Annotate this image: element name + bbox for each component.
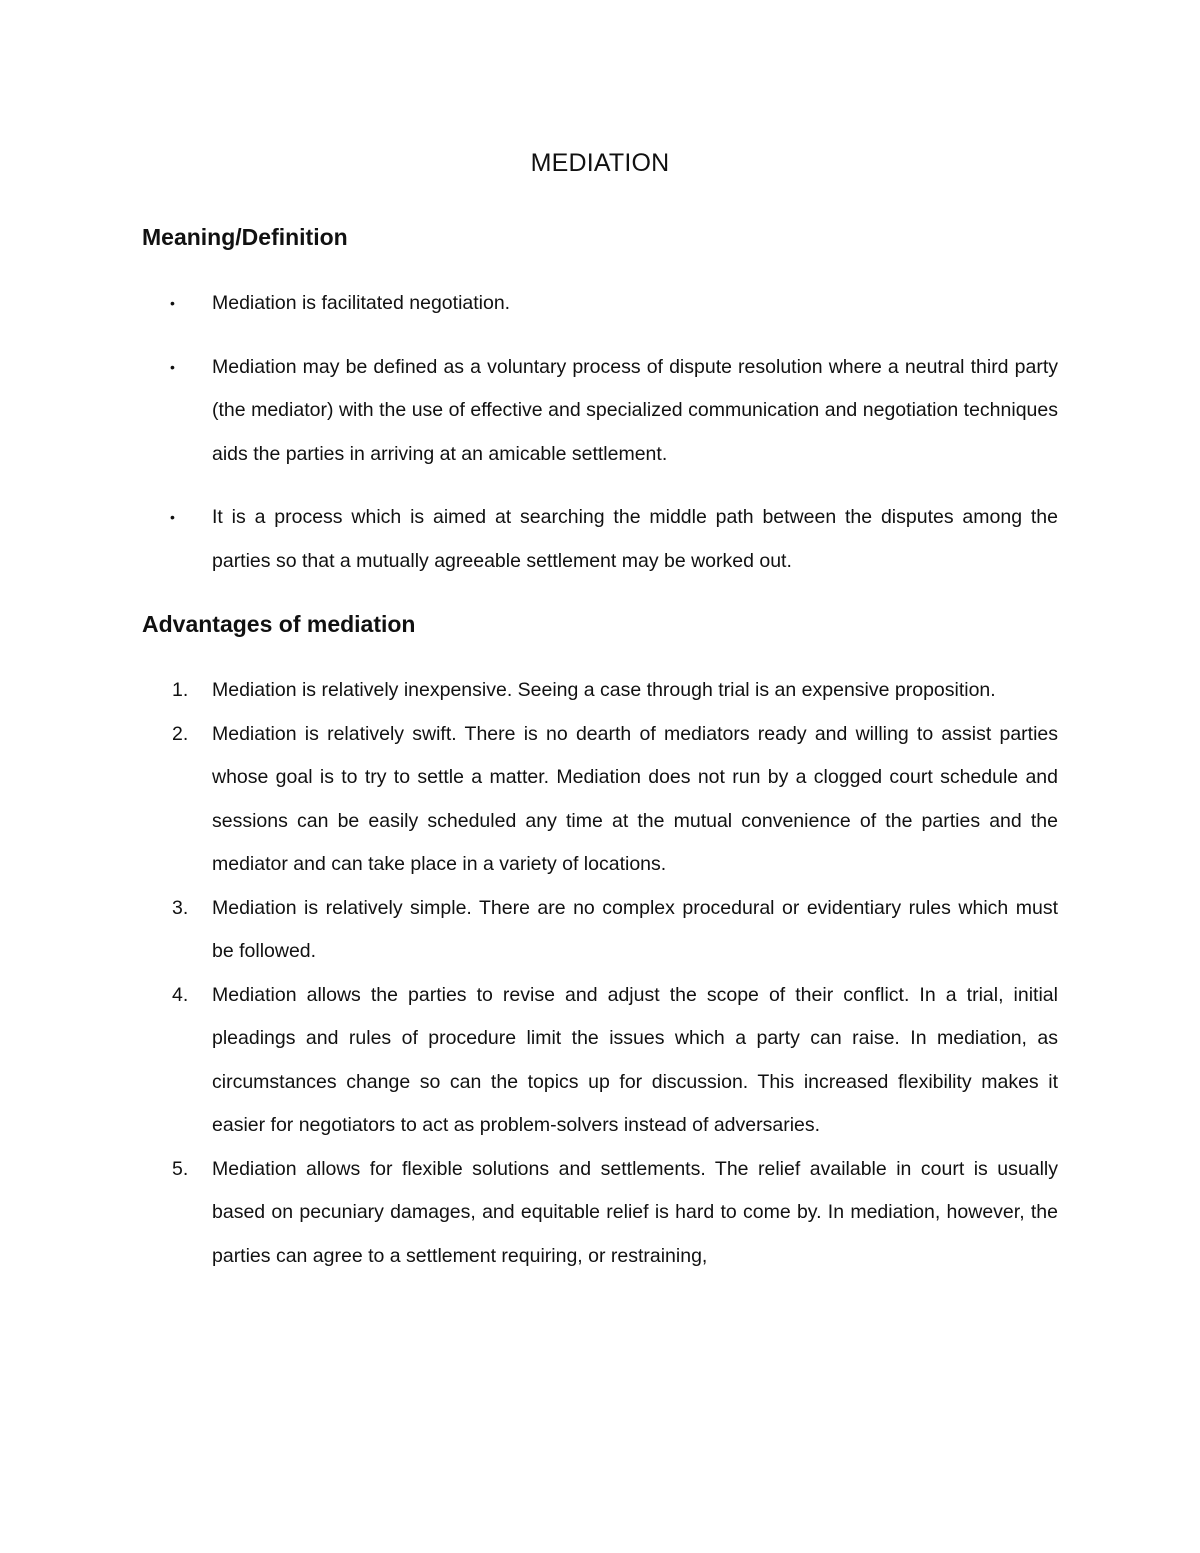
list-item (170, 974, 1058, 1148)
advantages-numbered-list (170, 669, 1058, 1278)
list-item (170, 346, 1058, 477)
bullet-icon: • (170, 358, 175, 375)
list-number: 2. (172, 722, 189, 745)
list-item (170, 496, 1058, 583)
list-item (170, 282, 1058, 326)
list-number: 4. (172, 983, 189, 1006)
bullet-icon: • (170, 295, 175, 311)
list-item-text: Mediation is relatively simple. There are no complex procedural or evidentiary rules which must be followed. (212, 896, 1058, 962)
list-number: 1. (172, 679, 189, 701)
bullet-icon: • (170, 509, 175, 525)
list-item-text: Mediation may be defined as a voluntary process of dispute resolution where a neutral third party (the mediator) with the use of effective and specialized communication and negotiation techniques aids the parties in arriving at an amicable settlement. (212, 355, 1058, 465)
section-heading-advantages: Advantages of mediation (142, 611, 416, 637)
list-item-text: Mediation allows for flexible solutions and settlements. The relief available in court is usually based on pecuniary damages, and equitable relief is hard to come by. In mediation, however, the parties can agree to a settlement requiring, or restraining, (212, 1157, 1058, 1267)
list-item-text: It is a process which is aimed at searching the middle path between the disputes among the parties so that a mutually agreeable settlement may be worked out. (212, 506, 1058, 572)
list-number: 3. (172, 896, 189, 919)
document-title: MEDIATION (530, 149, 670, 177)
list-item-text: Mediation allows the parties to revise and adjust the scope of their conflict. In a trial, initial pleadings and rules of procedure limit the issues which a party can raise. In mediation, as circumstances change so can the topics up for discussion. This increased flexibility makes it easier for negotiators to act as problem-solvers instead of adversaries. (212, 983, 1058, 1136)
list-item-text: Mediation is facilitated negotiation. (212, 292, 511, 314)
definition-bullet-list (170, 282, 1058, 603)
list-item-text: Mediation is relatively swift. There is no dearth of mediators ready and willing to assist parties whose goal is to try to settle a matter. Mediation does not run by a clogged court schedule and sessions can be easily scheduled any time at the mutual convenience of the parties and the mediator and can take place in a variety of locations. (212, 722, 1058, 875)
list-number: 5. (172, 1157, 189, 1180)
list-item (170, 887, 1058, 974)
section-heading-meaning: Meaning/Definition (142, 224, 348, 250)
list-item (170, 1148, 1058, 1279)
list-item (170, 669, 1058, 713)
list-item-text: Mediation is relatively inexpensive. Seeing a case through trial is an expensive proposition. (212, 679, 996, 701)
list-item (170, 713, 1058, 887)
